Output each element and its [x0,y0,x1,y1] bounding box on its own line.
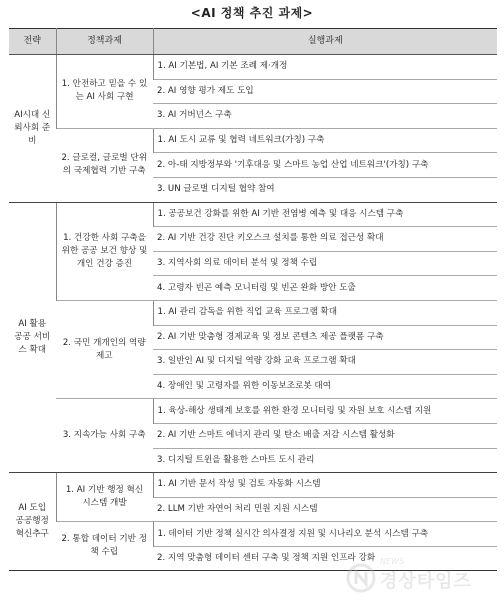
header-task: 정책과제 [56,29,153,55]
action-cell: 2. AI 기반 건강 진단 키오스크 설치를 통한 의료 접근성 확대 [153,227,497,252]
action-cell: 2. 지역 맞춤형 데이터 센터 구축 및 정책 지원 인프라 강화 [153,546,497,571]
action-cell: 3. 디지털 트윈을 활용한 스마트 도시 관리 [153,448,497,473]
task-cell: 3. 지속가능 사회 구축 [56,399,153,473]
action-cell: 4. 고령자 빈곤 예측 모니터링 및 빈곤 완화 방안 도출 [153,276,497,301]
policy-table [9,28,497,571]
action-cell: 4. 장애인 및 고령자를 위한 이동보조로봇 대여 [153,374,497,399]
action-cell: 1. 공공보건 강화를 위한 AI 기반 전염병 예측 및 대응 시스템 구축 [153,202,497,227]
table-row [9,473,497,498]
action-cell: 3. 일반인 AI 및 디지털 역량 강화 교육 프로그램 확대 [153,350,497,375]
task-cell: 1. 건강한 사회 구축을 위한 공공 보건 향상 및 개인 건강 증진 [56,202,153,300]
watermark-label: NEWS [380,557,405,566]
header-action: 실행과제 [153,29,497,55]
action-cell: 1. AI 도시 교류 및 협력 네트워크(가칭) 구축 [153,128,497,153]
table-row [9,399,497,424]
action-cell: 1. 데이터 기반 정책 실시간 의사결정 지원 및 시나리오 분석 시스템 구축 [153,522,497,547]
page-title: <AI 정책 추진 과제> [190,6,314,20]
action-cell: 1. AI 기반 문서 작성 및 검토 자동화 시스템 [153,473,497,498]
table-row [9,522,497,547]
task-cell: 2. 글로컬, 글로벌 단위의 국제협력 기반 구축 [56,128,153,202]
table-row [9,202,497,227]
policy-table-body [9,55,497,571]
action-cell: 1. 육상-해상 생태계 보호를 위한 환경 모니터링 및 자원 보호 시스템 지원 [153,399,497,424]
action-cell: 2. AI 기반 스마트 에너지 관리 및 탄소 배출 저감 시스템 활성화 [153,423,497,448]
task-cell: 2. 통합 데이터 기반 정책 수립 [56,522,153,571]
table-row [9,55,497,80]
table-row [9,300,497,325]
table-header-row [9,29,497,55]
task-cell: 1. 안전하고 믿을 수 있는 AI 사회 구현 [56,55,153,129]
action-cell: 2. AI 기반 맞춤형 경제교육 및 정보 콘텐츠 제공 플랫폼 구축 [153,325,497,350]
watermark-brand: 경상타임즈 [380,571,472,592]
action-cell: 2. LLM 기반 자연어 처리 민원 지원 시스템 [153,497,497,522]
strategy-cell: AI시대 신뢰사회 준비 [9,55,56,203]
action-cell: 2. AI 영향 평가 제도 도입 [153,79,497,104]
strategy-cell: AI 활용 공공 서비스 확대 [9,202,56,473]
action-cell: 2. 아-태 지방정부와 '기후대응 및 스마트 농업 산업 네트워크'(가칭) 구축 [153,153,497,178]
action-cell: 3. AI 거버넌스 구축 [153,104,497,129]
strategy-cell: AI 도입 공공행정 혁신추구 [9,473,56,571]
table-row [9,128,497,153]
action-cell: 1. AI 기본법, AI 기본 조례 제·개정 [153,55,497,80]
action-cell: 3. 지역사회 의료 데이터 분석 및 정책 수립 [153,251,497,276]
task-cell: 2. 국민 개개인의 역량 제고 [56,300,153,398]
task-cell: 1. AI 기반 행정 혁신 시스템 개발 [56,473,153,522]
action-cell: 3. UN 글로벌 디지털 협약 참여 [153,177,497,202]
header-strategy: 전략 [9,29,56,55]
action-cell: 1. AI 관리 감독을 위한 직업 교육 프로그램 확대 [153,300,497,325]
